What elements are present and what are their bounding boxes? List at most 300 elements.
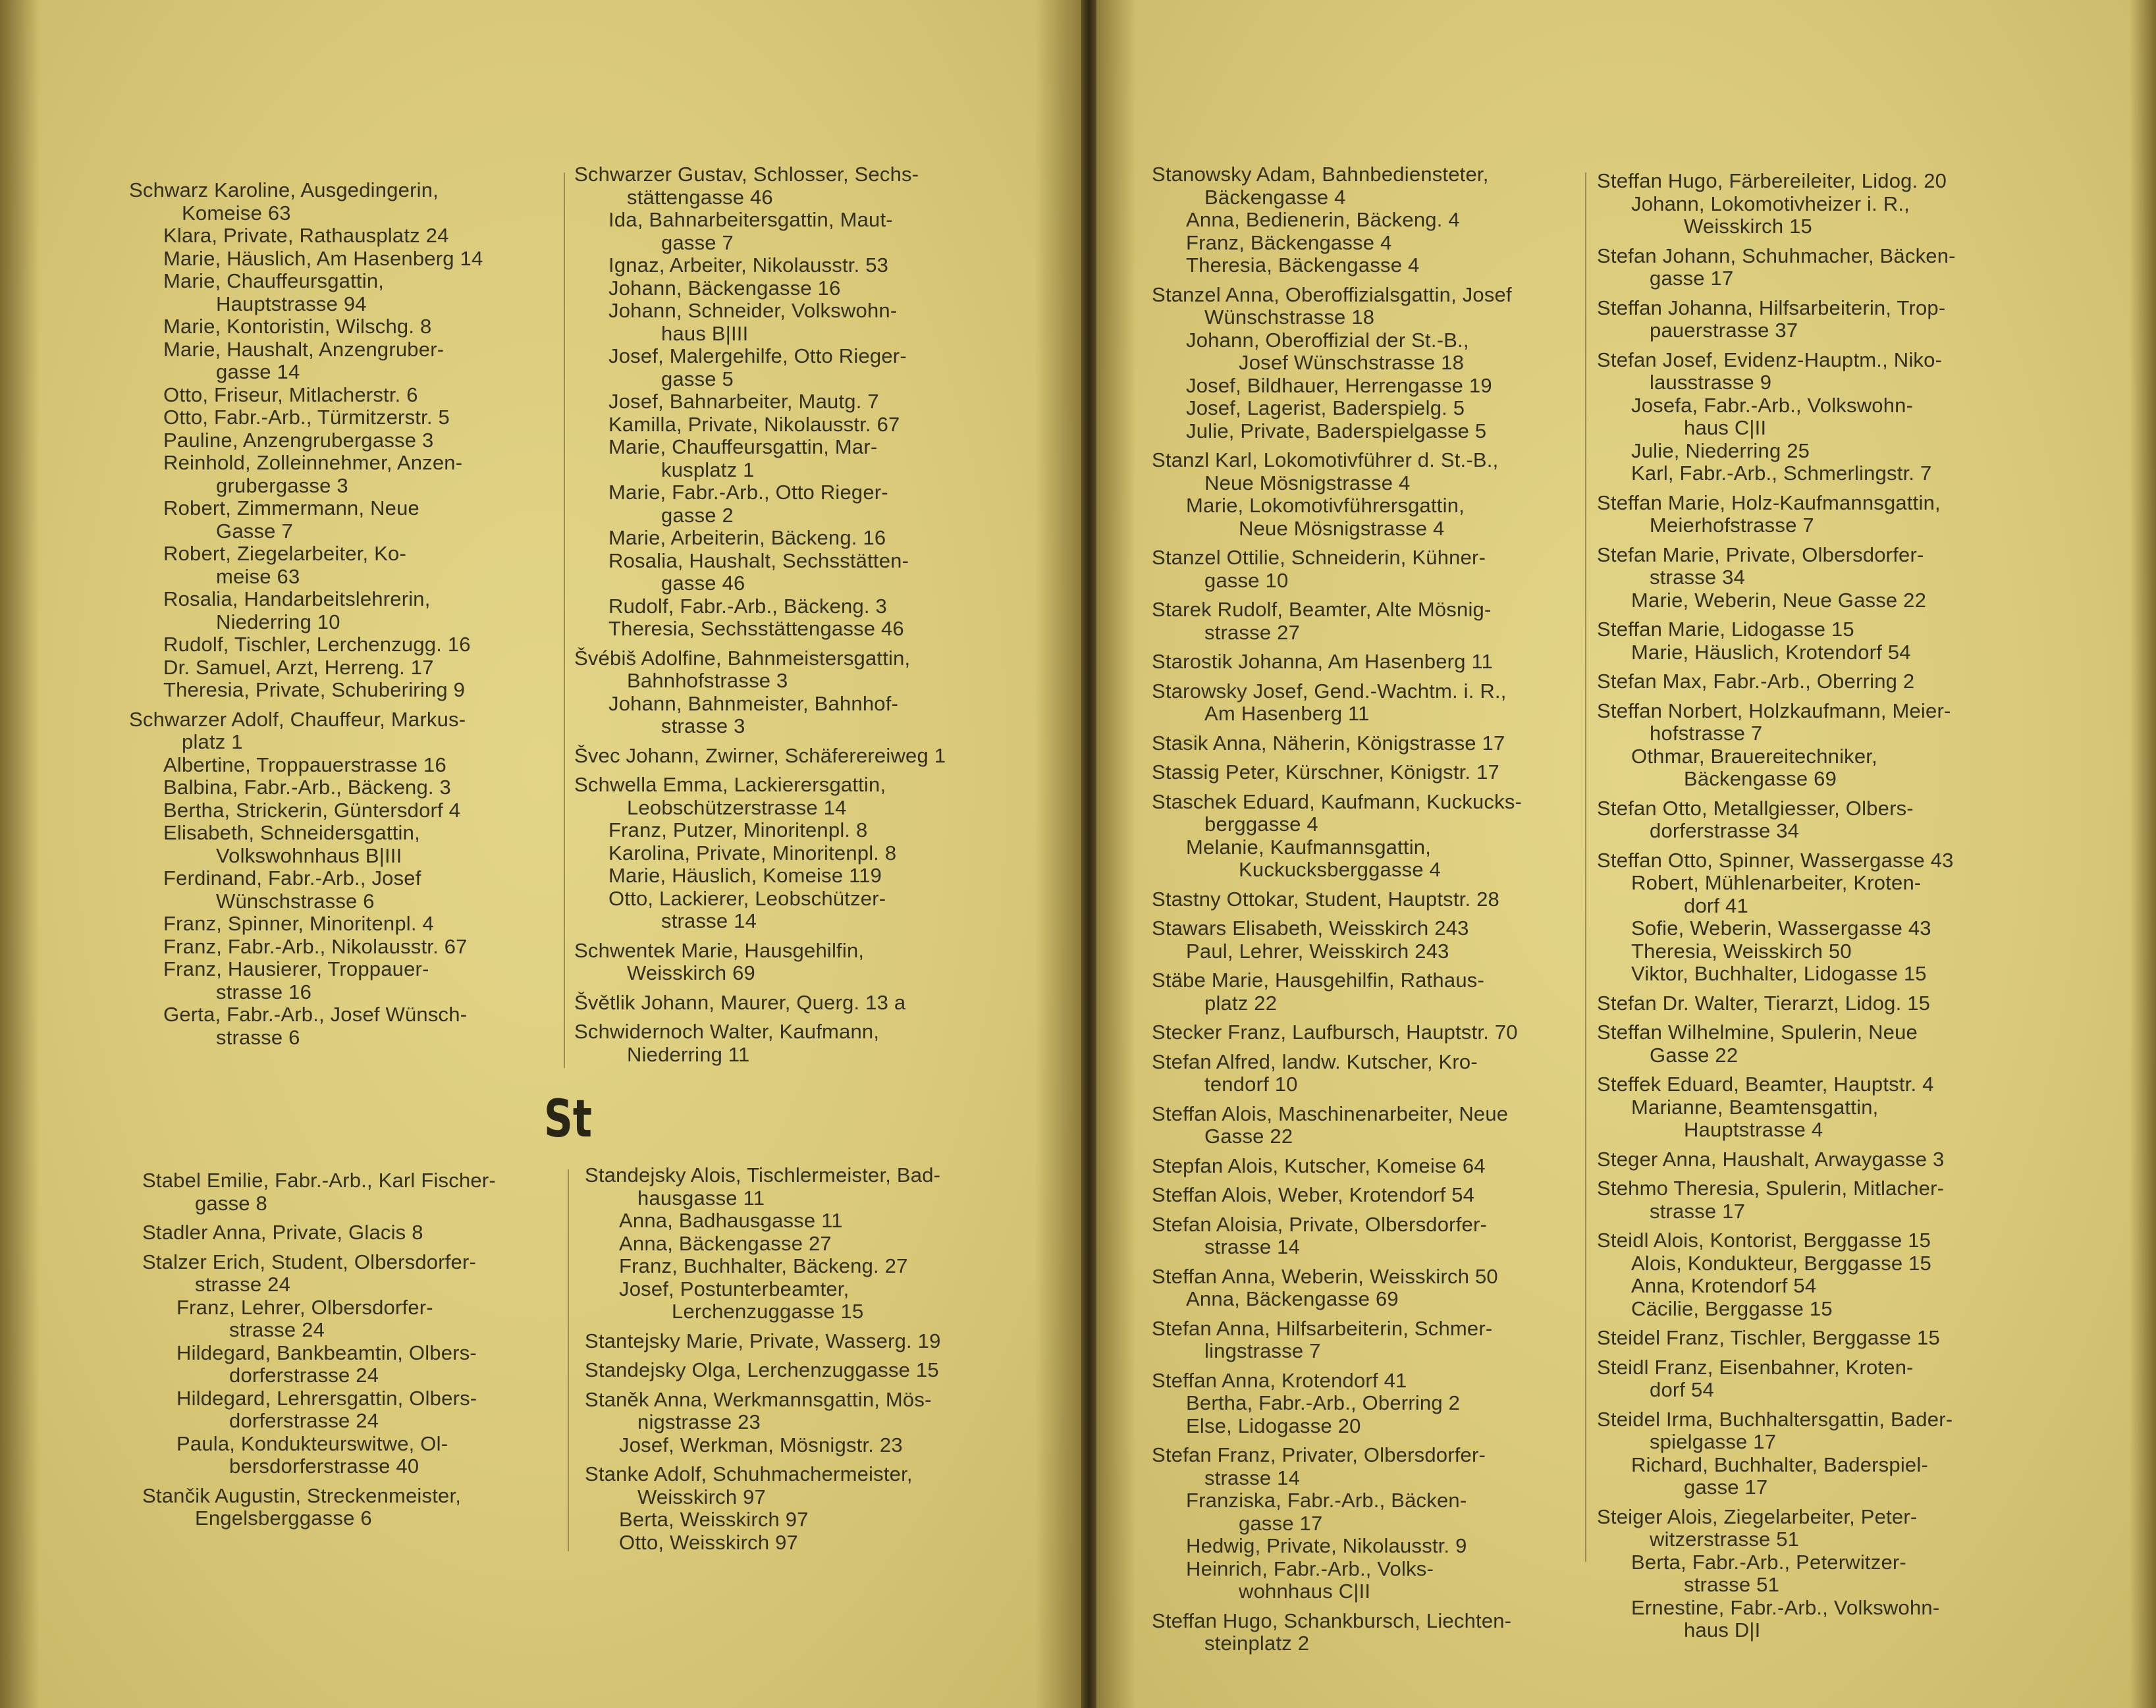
entry-line: Johann, Lokomotivheizer i. R., bbox=[1631, 192, 1910, 215]
entry-line: Alois, Kondukteur, Berggasse 15 bbox=[1631, 1251, 1931, 1275]
entry-continuation-line: dorferstrasse 34 bbox=[1650, 819, 1800, 842]
directory-entry bbox=[1152, 1184, 1613, 1207]
entry-continuation-line: Wünschstrasse 6 bbox=[216, 889, 375, 913]
entry-continuation-line: Kuckucksberggasse 4 bbox=[1239, 858, 1442, 881]
directory-entry bbox=[1597, 589, 2058, 612]
directory-entry bbox=[585, 1532, 1019, 1555]
entry-line: Hedwig, Private, Nikolausstr. 9 bbox=[1186, 1534, 1467, 1557]
directory-entry bbox=[129, 384, 551, 407]
entry-line: Stadler Anna, Private, Glacis 8 bbox=[142, 1221, 423, 1244]
entry-continuation-line: strasse 14 bbox=[661, 909, 757, 932]
entry-line: Standejsky Alois, Tischlermeister, Bad- bbox=[585, 1163, 941, 1187]
entry-line: Stäbe Marie, Hausgehilfin, Rathaus- bbox=[1152, 969, 1484, 992]
directory-entry bbox=[585, 1233, 1019, 1256]
entry-continuation-line: Neue Mösnigstrasse 4 bbox=[1204, 471, 1411, 494]
entry-line: Stabel Emilie, Fabr.-Arb., Karl Fischer- bbox=[142, 1169, 496, 1192]
entry-line: Marie, Häuslich, Am Hasenberg 14 bbox=[163, 246, 483, 270]
directory-entry bbox=[1152, 449, 1613, 494]
directory-entry bbox=[142, 1251, 564, 1296]
entry-line: Berta, Fabr.-Arb., Peterwitzer- bbox=[1631, 1550, 1906, 1574]
entry-line: Stefan Alfred, landw. Kutscher, Kro- bbox=[1152, 1050, 1478, 1073]
directory-entry bbox=[574, 595, 1009, 618]
entry-line: Cäcilie, Berggasse 15 bbox=[1631, 1296, 1833, 1320]
entry-continuation-line: Am Hasenberg 11 bbox=[1204, 702, 1370, 725]
entry-line: Franz, Fabr.-Arb., Nikolausstr. 67 bbox=[163, 934, 468, 958]
entry-line: Stefan Anna, Hilfsarbeiterin, Schmer- bbox=[1152, 1316, 1493, 1340]
entry-continuation-line: gasse 46 bbox=[661, 572, 745, 595]
entry-continuation-line: wohnhaus C|II bbox=[1239, 1580, 1371, 1603]
directory-entry bbox=[1597, 917, 2058, 940]
directory-entry bbox=[129, 776, 551, 799]
directory-entry bbox=[129, 179, 551, 225]
entry-line: Theresia, Private, Schuberiring 9 bbox=[163, 678, 466, 701]
directory-entry bbox=[1597, 1073, 2058, 1096]
entry-line: Marie, Weberin, Neue Gasse 22 bbox=[1631, 588, 1927, 612]
entry-line: Pauline, Anzengrubergasse 3 bbox=[163, 428, 434, 452]
entry-continuation-line: witzerstrasse 51 bbox=[1650, 1528, 1800, 1551]
directory-entry bbox=[1152, 397, 1613, 420]
entry-continuation-line: gasse 7 bbox=[661, 230, 734, 254]
directory-entry bbox=[585, 1463, 1019, 1508]
entry-continuation-line: hofstrasse 7 bbox=[1650, 722, 1763, 745]
entry-continuation-line: Weisskirch 15 bbox=[1684, 215, 1812, 238]
directory-entry bbox=[574, 693, 1009, 738]
entry-line: Stanzel Anna, Oberoffizialsgattin, Josef bbox=[1152, 282, 1512, 306]
directory-entry bbox=[1152, 1021, 1613, 1044]
directory-entry bbox=[574, 819, 1009, 842]
entry-continuation-line: strasse 16 bbox=[216, 980, 312, 1003]
entry-line: Stantejsky Marie, Private, Wasserg. 19 bbox=[585, 1329, 941, 1352]
directory-entry bbox=[1597, 462, 2058, 485]
entry-line: Josefa, Fabr.-Arb., Volkswohn- bbox=[1631, 393, 1914, 417]
entry-line: Otto, Lackierer, Leobschützer- bbox=[608, 886, 886, 910]
directory-entry bbox=[1152, 1392, 1613, 1415]
directory-entry bbox=[1152, 209, 1613, 232]
directory-entry bbox=[585, 1164, 1019, 1210]
entry-continuation-line: dorf 41 bbox=[1684, 894, 1748, 917]
entry-continuation-line: Niederring 10 bbox=[216, 610, 340, 633]
entry-continuation-line: strasse 24 bbox=[195, 1273, 291, 1296]
entry-line: Steffan Anna, Krotendorf 41 bbox=[1152, 1368, 1407, 1392]
entry-continuation-line: dorferstrasse 24 bbox=[229, 1409, 379, 1432]
directory-entry bbox=[574, 1021, 1009, 1066]
directory-entry bbox=[1597, 1148, 2058, 1171]
entry-line: Ignaz, Arbeiter, Nikolausstr. 53 bbox=[608, 254, 889, 277]
directory-entry bbox=[574, 550, 1009, 595]
directory-entry bbox=[574, 992, 1009, 1015]
entry-line: Stefan Aloisia, Private, Olbersdorfer- bbox=[1152, 1212, 1487, 1236]
entry-line: Steidl Franz, Eisenbahner, Kroten- bbox=[1597, 1355, 1914, 1379]
directory-entry bbox=[129, 225, 551, 248]
directory-entry bbox=[574, 277, 1009, 300]
entry-continuation-line: haus B|III bbox=[661, 321, 749, 345]
entry-line: Bertha, Fabr.-Arb., Oberring 2 bbox=[1186, 1391, 1461, 1414]
entry-line: Steffan Norbert, Holzkaufmann, Meier- bbox=[1597, 699, 1951, 722]
directory-entry bbox=[1152, 836, 1613, 882]
directory-entry bbox=[1152, 888, 1613, 911]
entry-continuation-line: strasse 24 bbox=[229, 1318, 325, 1341]
entry-line: Bertha, Strickerin, Güntersdorf 4 bbox=[163, 798, 461, 822]
entry-continuation-line: strasse 14 bbox=[1204, 1466, 1301, 1489]
entry-line: Marie, Haushalt, Anzengruber- bbox=[163, 337, 445, 361]
entry-continuation-line: Neue Mösnigstrasse 4 bbox=[1239, 516, 1445, 540]
directory-entry bbox=[142, 1387, 564, 1433]
directory-entry bbox=[1152, 232, 1613, 255]
directory-entry bbox=[585, 1359, 1019, 1382]
directory-entry bbox=[129, 497, 551, 543]
entry-continuation-line: Bäckengasse 69 bbox=[1684, 767, 1837, 790]
entry-continuation-line: berggasse 4 bbox=[1204, 813, 1318, 836]
entry-line: Stančik Augustin, Streckenmeister, bbox=[142, 1483, 462, 1507]
directory-entry bbox=[1597, 440, 2058, 463]
directory-entry bbox=[129, 270, 551, 315]
entry-line: Stecker Franz, Laufbursch, Hauptstr. 70 bbox=[1152, 1021, 1518, 1044]
directory-entry bbox=[1152, 375, 1613, 398]
directory-entry bbox=[129, 338, 551, 384]
directory-entry bbox=[1597, 963, 2058, 986]
directory-entry bbox=[574, 209, 1009, 254]
entry-continuation-line: grubergasse 3 bbox=[216, 473, 348, 497]
entry-line: Otto, Weisskirch 97 bbox=[619, 1530, 798, 1554]
entry-continuation-line: Weisskirch 69 bbox=[627, 961, 755, 984]
directory-entry bbox=[1152, 1214, 1613, 1259]
entry-line: Gerta, Fabr.-Arb., Josef Wünsch- bbox=[163, 1003, 468, 1026]
entry-line: Franz, Putzer, Minoritenpl. 8 bbox=[608, 818, 868, 841]
directory-entry bbox=[1152, 1370, 1613, 1393]
entry-line: Theresia, Bäckengasse 4 bbox=[1186, 254, 1420, 277]
entry-line: Stanowsky Adam, Bahnbediensteter, bbox=[1152, 163, 1489, 186]
entry-continuation-line: strasse 34 bbox=[1650, 566, 1746, 589]
entry-line: Theresia, Weisskirch 50 bbox=[1631, 939, 1852, 963]
directory-entry bbox=[1152, 732, 1613, 755]
entry-line: Dr. Samuel, Arzt, Herreng. 17 bbox=[163, 655, 434, 679]
directory-entry bbox=[1152, 599, 1613, 644]
entry-continuation-line: Gasse 22 bbox=[1650, 1043, 1738, 1067]
directory-entry bbox=[585, 1330, 1019, 1353]
entry-continuation-line: Bäckengasse 4 bbox=[1204, 185, 1346, 209]
directory-entry bbox=[1152, 1288, 1613, 1311]
entry-line: Johann, Bahnmeister, Bahnhof- bbox=[608, 691, 899, 715]
entry-line: Schwidernoch Walter, Kaufmann, bbox=[574, 1020, 880, 1043]
entry-line: Stehmo Theresia, Spulerin, Mitlacher- bbox=[1597, 1177, 1945, 1200]
directory-entry bbox=[574, 940, 1009, 985]
entry-line: Paula, Kondukteurswitwe, Ol- bbox=[176, 1431, 448, 1455]
right-column-b bbox=[1597, 170, 2058, 1642]
directory-entry bbox=[574, 481, 1009, 527]
left-column-divider-top bbox=[564, 173, 565, 1068]
entry-continuation-line: gasse 5 bbox=[661, 367, 734, 390]
entry-line: Franz, Buchhalter, Bäckeng. 27 bbox=[619, 1254, 908, 1277]
entry-line: Steffan Wilhelmine, Spulerin, Neue bbox=[1597, 1021, 1918, 1044]
entry-line: Steidel Franz, Tischler, Berggasse 15 bbox=[1597, 1326, 1940, 1349]
entry-line: Marie, Chauffeursgattin, bbox=[163, 269, 385, 292]
entry-line: Stefan Johann, Schuhmacher, Bäcken- bbox=[1597, 244, 1956, 267]
entry-line: Rudolf, Fabr.-Arb., Bäckeng. 3 bbox=[608, 594, 887, 618]
directory-entry bbox=[1597, 1454, 2058, 1499]
entry-line: Stepfan Alois, Kutscher, Komeise 64 bbox=[1152, 1154, 1486, 1177]
directory-entry bbox=[142, 1221, 564, 1244]
left-column-a bbox=[129, 179, 551, 1049]
directory-entry bbox=[1597, 492, 2058, 537]
entry-line: Franziska, Fabr.-Arb., Bäcken- bbox=[1186, 1489, 1467, 1512]
directory-entry bbox=[129, 1003, 551, 1049]
entry-continuation-line: strasse 14 bbox=[1204, 1235, 1301, 1258]
entry-line: Steffan Anna, Weberin, Weisskirch 50 bbox=[1152, 1264, 1498, 1288]
directory-entry bbox=[129, 315, 551, 338]
directory-entry bbox=[1152, 917, 1613, 940]
entry-line: Marie, Häuslich, Komeise 119 bbox=[608, 864, 882, 887]
entry-line: Rosalia, Handarbeitslehrerin, bbox=[163, 587, 431, 610]
entry-line: Melanie, Kaufmannsgattin, bbox=[1186, 835, 1432, 859]
entry-line: Stefan Josef, Evidenz-Hauptm., Niko- bbox=[1597, 348, 1943, 371]
entry-line: Stefan Dr. Walter, Tierarzt, Lidog. 15 bbox=[1597, 991, 1931, 1015]
directory-entry bbox=[585, 1255, 1019, 1278]
entry-line: Ida, Bahnarbeitersgattin, Maut- bbox=[608, 208, 893, 231]
entry-line: Franz, Lehrer, Olbersdorfer- bbox=[176, 1295, 433, 1319]
entry-continuation-line: haus C|II bbox=[1684, 416, 1767, 439]
entry-line: Marie, Chauffeursgattin, Mar- bbox=[608, 435, 878, 458]
directory-entry bbox=[1597, 1177, 2058, 1223]
entry-continuation-line: strasse 3 bbox=[661, 714, 745, 737]
entry-continuation-line: platz 1 bbox=[182, 730, 243, 753]
directory-entry bbox=[1152, 1444, 1613, 1489]
entry-line: Marie, Fabr.-Arb., Otto Rieger- bbox=[608, 481, 888, 504]
directory-entry bbox=[1152, 284, 1613, 329]
entry-continuation-line: Meierhofstrasse 7 bbox=[1650, 514, 1814, 537]
directory-entry bbox=[129, 913, 551, 936]
entry-line: Johann, Schneider, Volkswohn- bbox=[608, 299, 898, 322]
entry-line: Steffan Hugo, Färbereileiter, Lidog. 20 bbox=[1597, 169, 1947, 192]
entry-line: Viktor, Buchhalter, Lidogasse 15 bbox=[1631, 962, 1927, 985]
directory-entry bbox=[1597, 349, 2058, 394]
directory-entry bbox=[129, 452, 551, 497]
directory-entry bbox=[129, 679, 551, 702]
entry-continuation-line: pauerstrasse 37 bbox=[1650, 319, 1798, 342]
directory-entry bbox=[129, 543, 551, 588]
directory-entry bbox=[129, 799, 551, 822]
entry-line: Heinrich, Fabr.-Arb., Volks- bbox=[1186, 1557, 1434, 1580]
entry-continuation-line: strasse 17 bbox=[1650, 1199, 1746, 1223]
entry-continuation-line: strasse 6 bbox=[216, 1025, 300, 1049]
directory-entry bbox=[1152, 420, 1613, 443]
entry-line: Ferdinand, Fabr.-Arb., Josef bbox=[163, 867, 421, 890]
entry-continuation-line: bersdorferstrasse 40 bbox=[229, 1454, 419, 1478]
entry-line: Schwella Emma, Lackierersgattin, bbox=[574, 773, 886, 796]
entry-continuation-line: gasse 17 bbox=[1684, 1476, 1768, 1499]
entry-continuation-line: lingstrasse 7 bbox=[1204, 1339, 1321, 1362]
entry-continuation-line: meise 63 bbox=[216, 564, 300, 588]
entry-continuation-line: Bahnhofstrasse 3 bbox=[627, 669, 788, 692]
directory-entry bbox=[1152, 761, 1613, 784]
directory-entry bbox=[1152, 329, 1613, 375]
entry-line: Staněk Anna, Werkmannsgattin, Mös- bbox=[585, 1387, 932, 1411]
entry-line: Steffan Hugo, Schankbursch, Liechten- bbox=[1152, 1609, 1512, 1632]
entry-line: Karl, Fabr.-Arb., Schmerlingstr. 7 bbox=[1631, 462, 1932, 485]
entry-line: Albertine, Troppauerstrasse 16 bbox=[163, 753, 446, 776]
entry-line: Robert, Ziegelarbeiter, Ko- bbox=[163, 542, 406, 565]
directory-entry bbox=[574, 647, 1009, 693]
entry-line: Marie, Kontoristin, Wilschg. 8 bbox=[163, 315, 432, 338]
directory-entry bbox=[574, 390, 1009, 414]
directory-entry bbox=[1597, 394, 2058, 440]
entry-line: Otto, Friseur, Mitlacherstr. 6 bbox=[163, 383, 418, 406]
entry-line: Steger Anna, Haushalt, Arwaygasse 3 bbox=[1597, 1147, 1945, 1171]
directory-entry bbox=[1597, 641, 2058, 664]
directory-entry bbox=[1597, 1356, 2058, 1402]
entry-line: Steffan Alois, Weber, Krotendorf 54 bbox=[1152, 1183, 1475, 1206]
entry-line: Julie, Niederring 25 bbox=[1631, 439, 1810, 462]
directory-entry bbox=[574, 888, 1009, 933]
directory-entry bbox=[1597, 1551, 2058, 1597]
entry-continuation-line: strasse 51 bbox=[1684, 1573, 1780, 1596]
entry-line: Othmar, Brauereitechniker, bbox=[1631, 744, 1877, 768]
directory-entry bbox=[129, 822, 551, 867]
entry-line: Else, Lidogasse 20 bbox=[1186, 1414, 1361, 1437]
entry-line: Steffek Eduard, Beamter, Hauptstr. 4 bbox=[1597, 1073, 1934, 1096]
entry-continuation-line: Leobschützerstrasse 14 bbox=[627, 795, 847, 819]
directory-entry bbox=[1152, 791, 1613, 836]
entry-continuation-line: Weisskirch 97 bbox=[637, 1485, 766, 1508]
entry-continuation-line: dorferstrasse 24 bbox=[229, 1364, 379, 1387]
entry-line: Marie, Arbeiterin, Bäckeng. 16 bbox=[608, 526, 886, 549]
directory-entry bbox=[574, 618, 1009, 641]
entry-line: Stefan Max, Fabr.-Arb., Oberring 2 bbox=[1597, 670, 1915, 693]
directory-entry bbox=[1152, 1415, 1613, 1438]
entry-line: Stefan Marie, Private, Olbersdorfer- bbox=[1597, 543, 1924, 566]
section-heading: St bbox=[544, 1090, 592, 1149]
directory-entry bbox=[1597, 1252, 2058, 1275]
entry-line: Stasik Anna, Näherin, Königstrasse 17 bbox=[1152, 731, 1505, 755]
book-gutter bbox=[1081, 0, 1096, 1708]
directory-entry bbox=[129, 708, 551, 754]
entry-continuation-line: hausgasse 11 bbox=[637, 1186, 765, 1210]
directory-entry bbox=[574, 414, 1009, 437]
entry-continuation-line: Josef Wünschstrasse 18 bbox=[1239, 351, 1465, 374]
directory-entry bbox=[1597, 544, 2058, 589]
right-column-a bbox=[1152, 163, 1613, 1655]
directory-entry bbox=[1152, 1535, 1613, 1558]
directory-entry bbox=[1597, 797, 2058, 843]
entry-continuation-line: Volkswohnhaus B|III bbox=[216, 843, 402, 867]
entry-line: Julie, Private, Baderspielgasse 5 bbox=[1186, 419, 1487, 442]
directory-entry bbox=[129, 633, 551, 656]
entry-line: Steffan Otto, Spinner, Wassergasse 43 bbox=[1597, 848, 1954, 872]
entry-continuation-line: gasse 17 bbox=[1650, 267, 1734, 290]
directory-entry bbox=[129, 936, 551, 959]
directory-entry bbox=[1597, 1597, 2058, 1642]
directory-entry bbox=[1152, 651, 1613, 674]
directory-entry bbox=[1152, 969, 1613, 1015]
entry-line: Schwarz Karoline, Ausgedingerin, bbox=[129, 178, 439, 201]
directory-entry bbox=[142, 1296, 564, 1342]
entry-line: Steffan Alois, Maschinenarbeiter, Neue bbox=[1152, 1102, 1509, 1125]
directory-entry bbox=[1152, 1318, 1613, 1363]
entry-line: Steiger Alois, Ziegelarbeiter, Peter- bbox=[1597, 1505, 1918, 1528]
entry-continuation-line: kusplatz 1 bbox=[661, 458, 755, 481]
directory-entry bbox=[574, 345, 1009, 390]
directory-entry bbox=[1597, 992, 2058, 1015]
entry-line: Anna, Badhausgasse 11 bbox=[619, 1209, 843, 1232]
entry-continuation-line: strasse 27 bbox=[1204, 620, 1301, 644]
entry-continuation-line: Engelsberggasse 6 bbox=[195, 1507, 372, 1530]
entry-line: Berta, Weisskirch 97 bbox=[619, 1508, 809, 1531]
entry-continuation-line: platz 22 bbox=[1204, 991, 1278, 1015]
entry-line: Kamilla, Private, Nikolausstr. 67 bbox=[608, 412, 900, 436]
directory-entry bbox=[1597, 1506, 2058, 1551]
entry-line: Steidl Alois, Kontorist, Berggasse 15 bbox=[1597, 1229, 1931, 1252]
entry-line: Stassig Peter, Kürschner, Königstr. 17 bbox=[1152, 761, 1500, 784]
entry-continuation-line: tendorf 10 bbox=[1204, 1073, 1298, 1096]
directory-entry bbox=[1152, 1103, 1613, 1148]
entry-continuation-line: Niederring 11 bbox=[627, 1042, 750, 1066]
directory-entry bbox=[142, 1485, 564, 1530]
entry-line: Hildegard, Bankbeamtin, Olbers- bbox=[176, 1341, 477, 1364]
directory-entry bbox=[129, 588, 551, 633]
entry-line: Standejsky Olga, Lerchenzuggasse 15 bbox=[585, 1358, 939, 1381]
entry-line: Franz, Hausierer, Troppauer- bbox=[163, 957, 429, 980]
entry-line: Anna, Krotendorf 54 bbox=[1631, 1274, 1817, 1297]
left-column-c bbox=[142, 1169, 564, 1530]
directory-entry bbox=[574, 436, 1009, 481]
entry-line: Stefan Otto, Metallgiesser, Olbers- bbox=[1597, 796, 1914, 820]
entry-line: Karolina, Private, Minoritenpl. 8 bbox=[608, 841, 897, 865]
directory-entry bbox=[1597, 670, 2058, 693]
directory-entry bbox=[1152, 163, 1613, 209]
entry-line: Otto, Fabr.-Arb., Türmitzerstr. 5 bbox=[163, 406, 450, 429]
entry-continuation-line: gasse 10 bbox=[1204, 568, 1289, 592]
entry-line: Švébiš Adolfine, Bahnmeistersgattin, bbox=[574, 646, 911, 670]
entry-line: Josef, Postunterbeamter, bbox=[619, 1277, 849, 1300]
entry-line: Robert, Mühlenarbeiter, Kroten- bbox=[1631, 871, 1922, 894]
directory-entry bbox=[1597, 940, 2058, 963]
entry-line: Robert, Zimmermann, Neue bbox=[163, 496, 419, 520]
entry-line: Švec Johann, Zwirner, Schäferereiweg 1 bbox=[574, 743, 946, 767]
entry-continuation-line: lausstrasse 9 bbox=[1650, 371, 1772, 394]
directory-entry bbox=[574, 163, 1009, 209]
entry-line: Anna, Bäckengasse 69 bbox=[1186, 1287, 1399, 1310]
entry-line: Theresia, Sechsstättengasse 46 bbox=[608, 617, 904, 640]
entry-line: Franz, Spinner, Minoritenpl. 4 bbox=[163, 912, 434, 935]
entry-line: Ernestine, Fabr.-Arb., Volkswohn- bbox=[1631, 1595, 1940, 1619]
entry-continuation-line: steinplatz 2 bbox=[1204, 1632, 1310, 1655]
entry-line: Rosalia, Haushalt, Sechsstätten- bbox=[608, 548, 909, 572]
directory-entry bbox=[142, 1342, 564, 1387]
entry-line: Stalzer Erich, Student, Olbersdorfer- bbox=[142, 1250, 477, 1273]
entry-continuation-line: Wünschstrasse 18 bbox=[1204, 306, 1375, 329]
entry-line: Rudolf, Tischler, Lerchenzugg. 16 bbox=[163, 633, 471, 656]
entry-line: Franz, Bäckengasse 4 bbox=[1186, 230, 1392, 254]
directory-entry bbox=[129, 406, 551, 429]
entry-line: Anna, Bedienerin, Bäckeng. 4 bbox=[1186, 208, 1460, 231]
entry-continuation-line: Gasse 22 bbox=[1204, 1125, 1293, 1148]
entry-line: Reinhold, Zolleinnehmer, Anzen- bbox=[163, 451, 463, 474]
entry-line: Richard, Buchhalter, Baderspiel- bbox=[1631, 1453, 1928, 1476]
left-column-divider-bottom bbox=[568, 1169, 569, 1551]
directory-entry bbox=[1152, 1489, 1613, 1535]
entry-continuation-line: Hauptstrasse 4 bbox=[1684, 1118, 1823, 1141]
directory-entry bbox=[142, 1433, 564, 1478]
directory-entry bbox=[1152, 1610, 1613, 1655]
entry-line: Stanzl Karl, Lokomotivführer d. St.-B., bbox=[1152, 448, 1499, 471]
entry-continuation-line: gasse 2 bbox=[661, 503, 734, 527]
entry-line: Balbina, Fabr.-Arb., Bäckeng. 3 bbox=[163, 776, 451, 799]
directory-entry bbox=[1597, 849, 2058, 872]
directory-entry bbox=[1597, 193, 2058, 238]
directory-entry bbox=[1152, 494, 1613, 540]
entry-line: Paul, Lehrer, Weisskirch 243 bbox=[1186, 939, 1449, 963]
directory-entry bbox=[1152, 547, 1613, 592]
directory-entry bbox=[1152, 1051, 1613, 1096]
